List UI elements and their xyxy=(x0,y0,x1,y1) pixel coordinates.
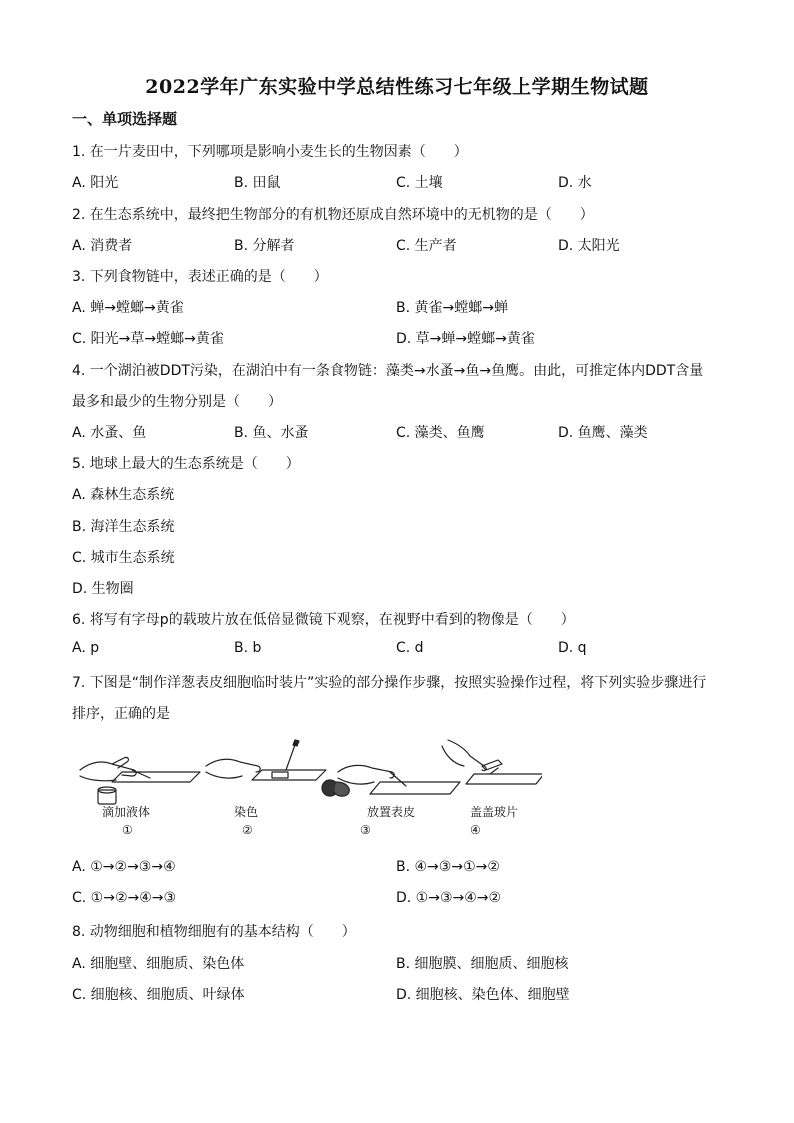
step-2-illustration xyxy=(206,740,326,780)
question-2-option-a: A. 消费者 xyxy=(72,238,133,254)
question-6-stem: 6. 将写有字母p的载玻片放在低倍显微镜下观察，在视野中看到的物像是（ ） xyxy=(72,612,575,628)
question-6-option-a: A. p xyxy=(72,640,100,656)
question-7-option-b: B. ④→③→①→② xyxy=(396,859,500,875)
question-5-option-c: C. 城市生态系统 xyxy=(72,550,175,566)
question-2-option-c: C. 生产者 xyxy=(396,238,457,254)
question-6-option-c: C. d xyxy=(396,640,424,656)
question-2-option-d: D. 太阳光 xyxy=(558,238,620,254)
question-6-option-d: D. q xyxy=(558,640,587,656)
question-6-option-b: B. b xyxy=(234,640,262,656)
step-2-number: ② xyxy=(242,823,253,837)
question-5-option-a: A. 森林生态系统 xyxy=(72,487,175,503)
question-1-stem: 1. 在一片麦田中，下列哪项是影响小麦生长的生物因素（ ） xyxy=(72,144,468,160)
experiment-steps-figure xyxy=(72,736,542,846)
step-3-label: 放置表皮 xyxy=(367,805,416,819)
question-7-stem: 7. 下图是“制作洋葱表皮细胞临时装片”实验的部分操作步骤，按照实验操作过程，将下列实验步骤进行 xyxy=(72,675,707,691)
question-1-option-b: B. 田鼠 xyxy=(234,175,281,191)
question-4-stem: 4. 一个湖泊被DDT污染，在湖泊中有一条食物链：藻类→水蚤→鱼→鱼鹰。由此，可推定体内DDT含量 xyxy=(72,363,704,379)
question-5-stem: 5. 地球上最大的生态系统是（ ） xyxy=(72,456,300,472)
question-3-option-c: C. 阳光→草→螳螂→黄雀 xyxy=(72,331,224,347)
step-3-illustration xyxy=(322,765,460,796)
step-1-illustration xyxy=(80,757,200,804)
question-2-option-b: B. 分解者 xyxy=(234,238,295,254)
question-5-option-d: D. 生物圈 xyxy=(72,581,134,597)
question-4-option-c: C. 藻类、鱼鹰 xyxy=(396,425,485,441)
step-4-label: 盖盖玻片 xyxy=(470,805,519,819)
question-1-option-d: D. 水 xyxy=(558,175,592,191)
question-3-option-b: B. 黄雀→螳螂→蝉 xyxy=(396,300,508,316)
section-heading: 一、单项选择题 xyxy=(72,110,178,128)
step-1-label: 滴加液体 xyxy=(102,805,151,819)
question-7-option-c: C. ①→②→④→③ xyxy=(72,890,177,906)
question-1-option-a: A. 阳光 xyxy=(72,175,119,191)
question-4-option-a: A. 水蚤、鱼 xyxy=(72,425,147,441)
question-8-option-a: A. 细胞壁、细胞质、染色体 xyxy=(72,956,245,972)
step-4-illustration xyxy=(442,740,542,784)
question-4-option-d: D. 鱼鹰、藻类 xyxy=(558,425,648,441)
question-7-option-a: A. ①→②→③→④ xyxy=(72,859,176,875)
question-3-option-d: D. 草→蝉→螳螂→黄雀 xyxy=(396,331,535,347)
question-8-option-d: D. 细胞核、染色体、细胞壁 xyxy=(396,987,570,1003)
question-4-option-b: B. 鱼、水蚤 xyxy=(234,425,309,441)
page-title: 2022学年广东实验中学总结性练习七年级上学期生物试题 xyxy=(145,76,649,98)
step-3-number: ③ xyxy=(360,823,371,837)
step-1-number: ① xyxy=(122,823,133,837)
question-7-option-d: D. ①→③→④→② xyxy=(396,890,502,906)
question-5-option-b: B. 海洋生态系统 xyxy=(72,519,175,535)
question-8-option-b: B. 细胞膜、细胞质、细胞核 xyxy=(396,956,569,972)
question-2-stem: 2. 在生态系统中，最终把生物部分的有机物还原成自然环境中的无机物的是（ ） xyxy=(72,207,594,223)
question-4-stem-cont: 最多和最少的生物分别是（ ） xyxy=(72,394,282,410)
question-8-stem: 8. 动物细胞和植物细胞有的基本结构（ ） xyxy=(72,924,356,940)
question-1-option-c: C. 土壤 xyxy=(396,175,443,191)
question-3-option-a: A. 蝉→螳螂→黄雀 xyxy=(72,300,184,316)
question-8-option-c: C. 细胞核、细胞质、叶绿体 xyxy=(72,987,245,1003)
step-4-number: ④ xyxy=(470,823,481,837)
question-7-stem-cont: 排序，正确的是 xyxy=(72,706,170,722)
step-2-label: 染色 xyxy=(234,805,259,819)
question-3-stem: 3. 下列食物链中，表述正确的是（ ） xyxy=(72,269,328,285)
